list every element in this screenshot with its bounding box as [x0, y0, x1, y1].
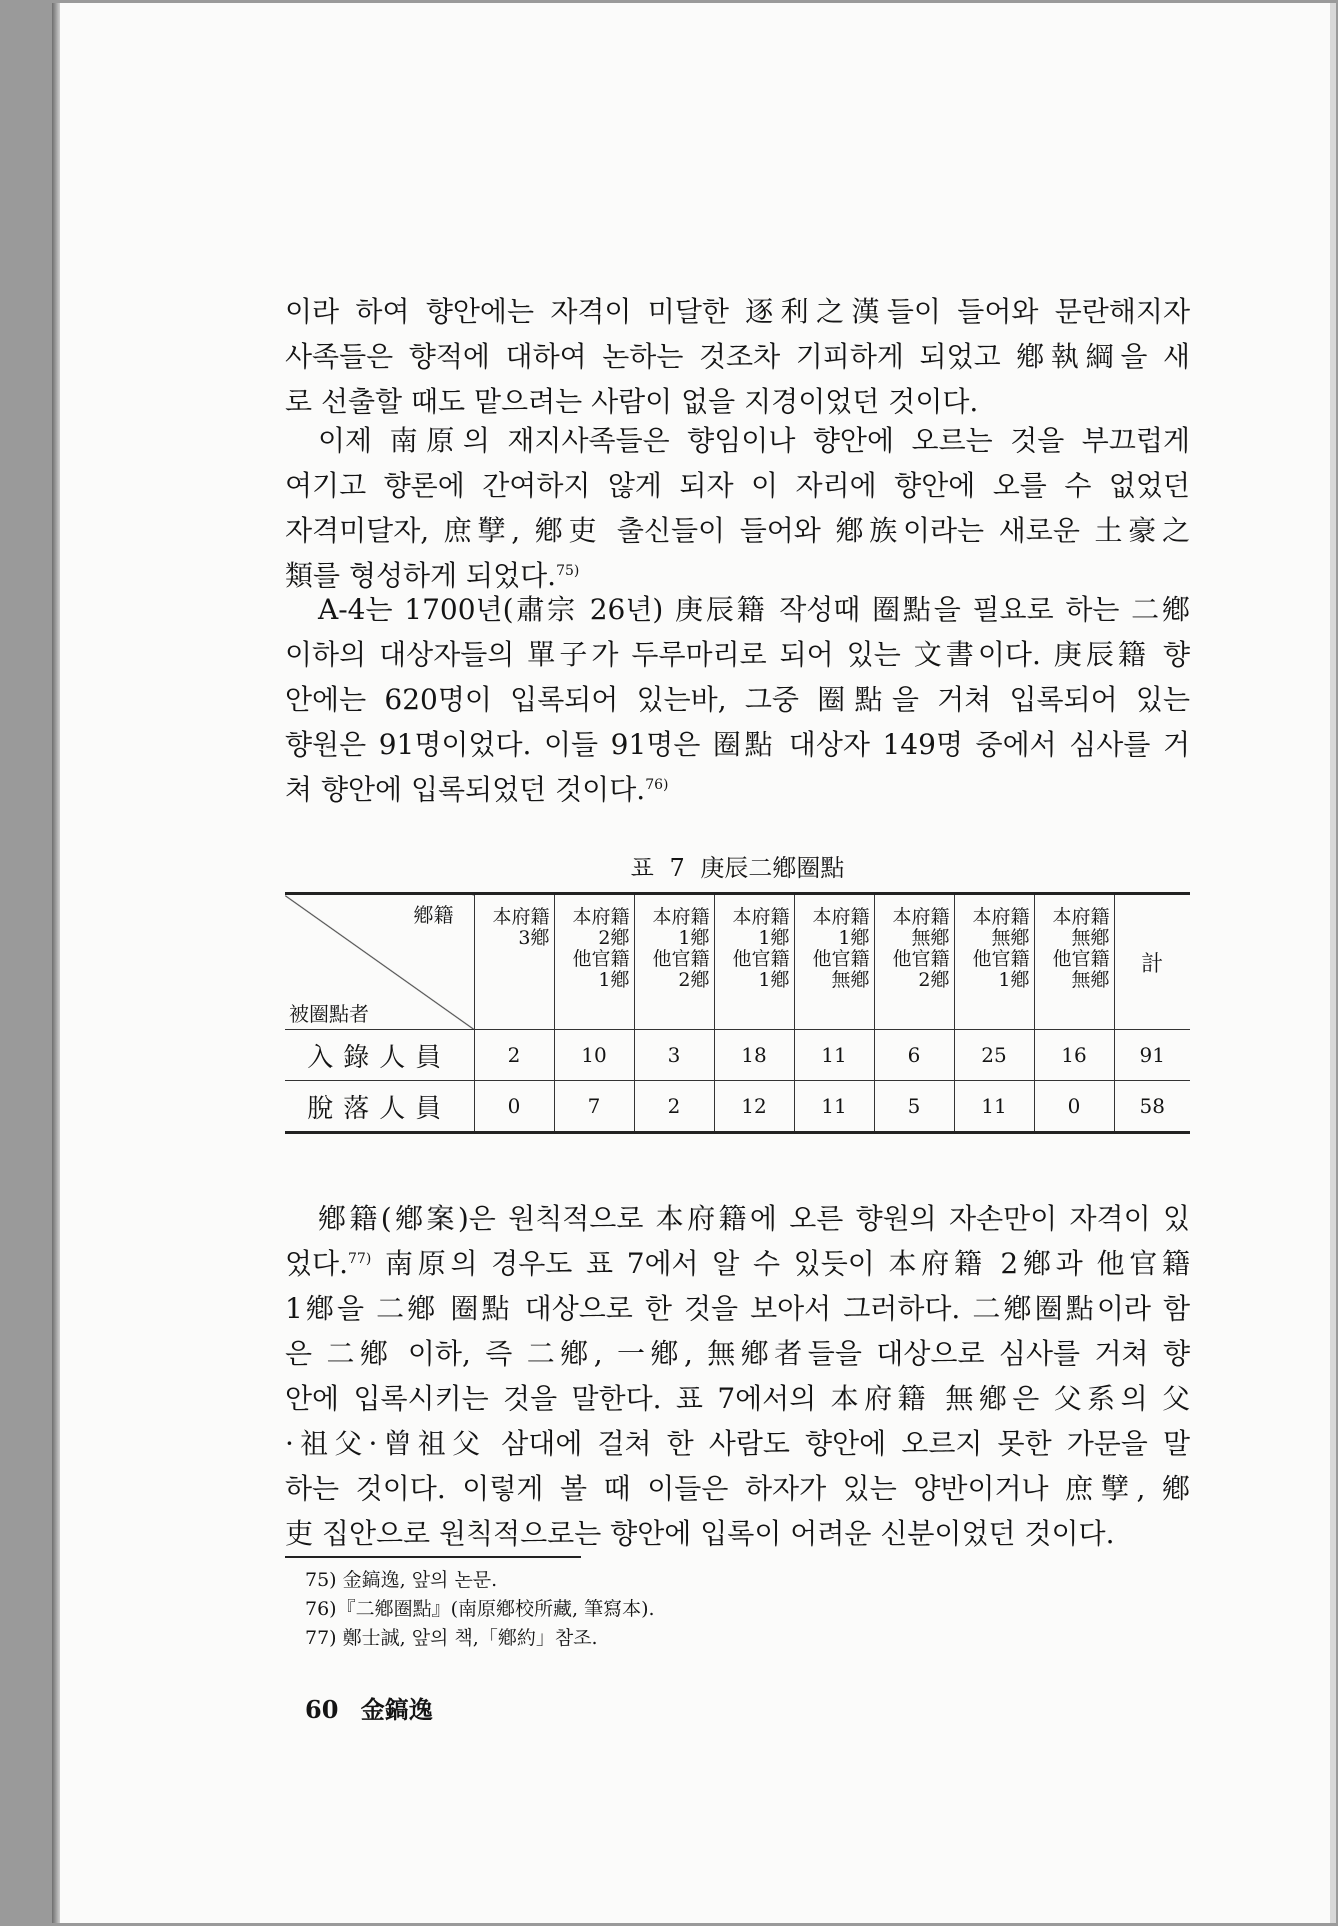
table-cell: 7: [554, 1081, 634, 1133]
column-header-line: 他官籍: [892, 948, 950, 970]
column-header-line: 1鄕: [758, 927, 790, 949]
column-header-line: 1鄕: [598, 969, 630, 991]
page-number: 60: [305, 1695, 339, 1724]
text-line: ·祖父·曾祖父 삼대에 걸쳐 한 사람도 향안에 오르지 못한 가문을 말: [285, 1427, 1190, 1460]
footnote: 77) 鄭士誠, 앞의 책,「鄕約」참조.: [305, 1627, 598, 1649]
text-line: 로 선출할 때도 맡으려는 사람이 없을 지경이었던 것이다.: [285, 385, 979, 418]
table-cell: 11: [794, 1030, 874, 1081]
column-header-line: 無鄕: [1071, 969, 1110, 991]
column-header-line: 本府籍: [652, 906, 710, 928]
text-line: 안에는 620명이 입록되어 있는바, 그중 圈點을 거쳐 입록되어 있는: [285, 683, 1190, 716]
text-span: 類를 형성하게 되었다.: [285, 559, 557, 592]
column-header-line: 無鄕: [1071, 927, 1110, 949]
page-binding-shadow: [52, 3, 60, 1923]
column-header-line: 他官籍: [572, 948, 630, 970]
total-cell: 91: [1114, 1030, 1190, 1081]
table-cell: 11: [794, 1081, 874, 1133]
text-line: 1鄕을 二鄕 圈點 대상으로 한 것을 보아서 그러하다. 二鄕圈點이라 함: [285, 1292, 1190, 1325]
paragraph-1: [285, 289, 1190, 424]
column-header: [794, 894, 874, 1030]
column-header-line: 本府籍: [732, 906, 790, 928]
column-header-line: 他官籍: [1052, 948, 1110, 970]
paragraph-2: [285, 418, 1190, 598]
table-cell: 10: [554, 1030, 634, 1081]
total-column-header: 計: [1114, 894, 1190, 1030]
paragraph-3: [285, 587, 1190, 812]
column-header-line: 本府籍: [892, 906, 950, 928]
paragraph-4: [285, 1196, 1190, 1556]
table-cell: 11: [954, 1081, 1034, 1133]
table-row: [285, 1081, 1190, 1133]
total-cell: 58: [1114, 1081, 1190, 1133]
corner-bottom-label: 被圈點者: [289, 1002, 369, 1026]
table-cell: 6: [874, 1030, 954, 1081]
table-cell: 16: [1034, 1030, 1114, 1081]
column-header-line: 無鄕: [911, 927, 950, 949]
column-header-line: 2鄕: [678, 969, 710, 991]
page-footer: [305, 1690, 433, 1725]
corner-top-label: 鄕籍: [413, 903, 454, 927]
text-line: 자격미달자, 庶孼, 鄕吏 출신들이 들어와 鄕族이라는 새로운 土豪之: [285, 514, 1190, 547]
text-line: 이제 南原의 재지사족들은 향임이나 향안에 오르는 것을 부끄럽게: [318, 424, 1190, 457]
column-header: [1034, 894, 1114, 1030]
footnote-ref: 75): [556, 563, 580, 579]
corner-header-cell: [285, 894, 474, 1030]
column-header-line: 1鄕: [998, 969, 1030, 991]
column-header-line: 他官籍: [972, 948, 1030, 970]
text-line: 은 二鄕 이하, 즉 二鄕, 一鄕, 無鄕者들을 대상으로 심사를 거쳐 향: [285, 1337, 1190, 1370]
text-line: 향원은 91명이었다. 이들 91명은 圈點 대상자 149명 중에서 심사를 거: [285, 728, 1190, 761]
table-caption: 표 7 庚辰二鄕圈點: [630, 854, 845, 882]
column-header-line: 本府籍: [1052, 906, 1110, 928]
column-header-line: 本府籍: [492, 906, 550, 928]
text-span: 었다.: [285, 1247, 348, 1280]
column-header-line: 本府籍: [572, 906, 630, 928]
column-header-line: 2鄕: [918, 969, 950, 991]
footnote-ref: 76): [645, 777, 669, 793]
text-line: 吏 집안으로 원칙적으로는 향안에 입록이 어려운 신분이었던 것이다.: [285, 1517, 1115, 1550]
text-line: 이라 하여 향안에는 자격이 미달한 逐利之漢들이 들어와 문란해지자: [285, 295, 1190, 328]
table-cell: 2: [474, 1030, 554, 1081]
row-label: 脫落人員: [285, 1081, 474, 1133]
column-header-line: 他官籍: [812, 948, 870, 970]
column-header: [474, 894, 554, 1030]
column-header-line: 1鄕: [678, 927, 710, 949]
text-span: 南原의 경우도 표 7에서 알 수 있듯이 本府籍 2鄕과 他官籍: [371, 1247, 1190, 1280]
table-cell: 0: [474, 1081, 554, 1133]
text-line: 하는 것이다. 이렇게 볼 때 이들은 하자가 있는 양반이거나 庶孼, 鄕: [285, 1472, 1190, 1505]
table-row: [285, 1030, 1190, 1081]
text-line: A-4는 1700년(肅宗 26년) 庚辰籍 작성때 圈點을 필요로 하는 二鄕: [318, 593, 1190, 626]
column-header-line: 1鄕: [758, 969, 790, 991]
column-header-line: 2鄕: [598, 927, 630, 949]
column-header-line: 3鄕: [518, 927, 550, 949]
table-cell: 5: [874, 1081, 954, 1133]
column-header-line: 他官籍: [652, 948, 710, 970]
footnote-divider: [285, 1556, 581, 1558]
table-cell: 18: [714, 1030, 794, 1081]
table-header-row: [285, 894, 1190, 1030]
text-line: [285, 1241, 1190, 1286]
text-line: [285, 767, 1190, 812]
page-edge: [1330, 3, 1336, 1923]
text-line: 鄕籍(鄕案)은 원칙적으로 本府籍에 오른 향원의 자손만이 자격이 있: [318, 1202, 1190, 1235]
table-cell: 3: [634, 1030, 714, 1081]
column-header-line: 本府籍: [972, 906, 1030, 928]
table-cell: 0: [1034, 1081, 1114, 1133]
column-header-line: 他官籍: [732, 948, 790, 970]
text-span: 쳐 향안에 입록되었던 것이다.: [285, 773, 646, 806]
text-line: 여기고 향론에 간여하지 않게 되자 이 자리에 향안에 오를 수 없었던: [285, 469, 1190, 502]
footnote: 75) 金鎬逸, 앞의 논문.: [305, 1569, 498, 1591]
running-author: 金鎬逸: [360, 1695, 433, 1724]
text-line: 이하의 대상자들의 單子가 두루마리로 되어 있는 文書이다. 庚辰籍 향: [285, 638, 1190, 671]
table-cell: 2: [634, 1081, 714, 1133]
table-cell: 12: [714, 1081, 794, 1133]
text-line: 안에 입록시키는 것을 말한다. 표 7에서의 本府籍 無鄕은 父系의 父: [285, 1382, 1190, 1415]
data-table: [285, 892, 1190, 1134]
table-cell: 25: [954, 1030, 1034, 1081]
column-header: [554, 894, 634, 1030]
column-header: [714, 894, 794, 1030]
column-header-line: 1鄕: [838, 927, 870, 949]
column-header-line: 無鄕: [991, 927, 1030, 949]
footnote: 76)『二鄕圈點』(南原鄕校所藏, 筆寫本).: [305, 1598, 655, 1620]
column-header: [954, 894, 1034, 1030]
footnote-ref: 77): [348, 1251, 372, 1267]
column-header-line: 本府籍: [812, 906, 870, 928]
text-line: 사족들은 향적에 대하여 논하는 것조차 기피하게 되었고 鄕執綱을 새: [285, 340, 1191, 373]
row-label: 入錄人員: [285, 1030, 474, 1081]
column-header: [634, 894, 714, 1030]
column-header-line: 無鄕: [831, 969, 870, 991]
column-header: [874, 894, 954, 1030]
